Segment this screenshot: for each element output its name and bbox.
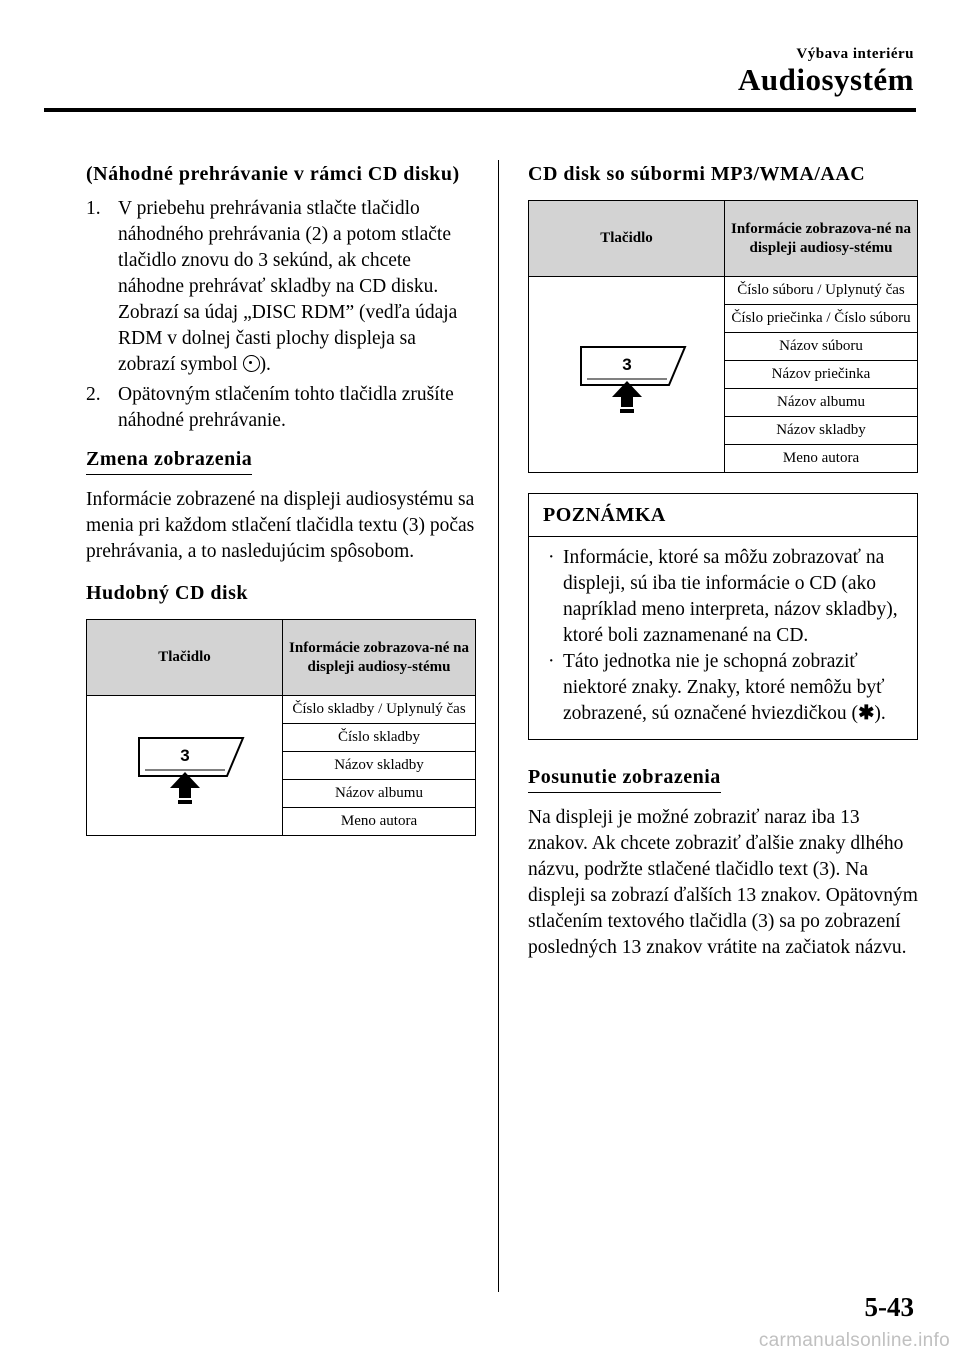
table-cell: Číslo priečinka / Číslo súboru (725, 305, 918, 333)
steps-list (86, 196, 476, 434)
page-number: 5-43 (864, 1292, 914, 1322)
note-text: Táto jednotka nie je schopná zobraziť niektoré znaky. Znaky, ktoré nemôžu byť zobrazené, sú označené hviezdičkou ( (563, 651, 885, 724)
step-text-end: ). (259, 354, 271, 375)
display-change-heading: Zmena zobrazenia (86, 446, 252, 475)
table-cell: Názov albumu (283, 780, 476, 808)
step-1 (86, 196, 476, 378)
table-cell: Číslo skladby / Uplynulý čas (283, 696, 476, 724)
text-button-illustration (567, 335, 687, 415)
display-change-text: Informácie zobrazené na displeji audiosystému sa menia pri každom stlačení tlačidla textu (3) počas prehrávania, a to nasledujúcim spôsobom. (86, 489, 475, 562)
table-cell: Meno autora (283, 808, 476, 836)
right-column (528, 160, 918, 961)
table-header-button: Tlačidlo (87, 620, 283, 696)
watermark: carmanualsonline.info (758, 1330, 950, 1351)
note-text: Informácie, ktoré sa môžu zobrazovať na displeji, sú iba tie informácie o CD (ako napríklad meno interpreta, názov skladby), ktoré boli zaznamenané na CD. (563, 547, 898, 646)
button-number-label: 3 (179, 745, 190, 765)
section-label: Výbava interiéru (796, 46, 914, 62)
table-cell: Názov skladby (283, 752, 476, 780)
asterisk-icon: ✱ (858, 703, 875, 724)
note-item-1: · Informácie, ktoré sa môžu zobrazovať na displeji, sú iba tie informácie o CD (ako napríklad meno interpreta, názov skladby), ktoré boli zaznamenané na CD. (548, 547, 898, 646)
step-2 (86, 382, 476, 434)
column-divider (498, 160, 499, 1292)
note-item-2: · Táto jednotka nie je schopná zobraziť niektoré znaky. Znaky, ktoré nemôžu byť zobrazené, sú označené hviezdičkou (✱). (548, 651, 886, 724)
scroll-text: Na displeji je možné zobraziť naraz iba 13 znakov. Ak chcete zobraziť ďalšie znaky dlhého názvu, podržte stlačené tlačidlo text (3). Na displeji sa zobrazí ďalších 13 znakov. Opätovným stlačením textového tlačidla (3) sa po zobrazení posledných 13 znakov vrátite na začiatok názvu. (528, 807, 918, 958)
mp3-table (528, 200, 918, 473)
table-header-info: Informácie zobrazova-né na displeji audiosy-stému (725, 201, 918, 277)
step-text: V priebehu prehrávania stlačte tlačidlo náhodného prehrávania (2) a potom stlačte tlačidlo znovu do 3 sekúnd, ak chcete náhodne prehrávať skladby na CD disku. Zobrazí sa údaj „DISC RDM” (vedľa údaja RDM v dolnej časti plochy displeja sa zobrazí symbol (118, 198, 458, 375)
random-play-heading: (Náhodné prehrávanie v rámci CD disku) (86, 163, 460, 185)
text-button-cell (87, 696, 283, 836)
table-cell: Meno autora (725, 445, 918, 473)
page-title: Audiosystém (737, 62, 914, 97)
header-rule (44, 108, 916, 112)
step-number: 1. (86, 198, 101, 219)
table-cell: Názov albumu (725, 389, 918, 417)
table-cell: Číslo skladby (283, 724, 476, 752)
table-header-info: Informácie zobrazova-né na displeji audiosy-stému (283, 620, 476, 696)
music-cd-heading: Hudobný CD disk (86, 582, 249, 604)
button-number-label: 3 (621, 354, 632, 374)
step-text: Opätovným stlačením tohto tlačidla zrušíte náhodné prehrávanie. (118, 384, 454, 431)
scroll-heading: Posunutie zobrazenia (528, 764, 721, 793)
table-row (87, 696, 476, 724)
mp3-heading: CD disk so súbormi MP3/WMA/AAC (528, 163, 866, 185)
table-header-button: Tlačidlo (529, 201, 725, 277)
table-cell: Názov priečinka (725, 361, 918, 389)
note-box (528, 493, 918, 740)
note-title: POZNÁMKA (529, 494, 917, 537)
disc-random-icon (243, 355, 260, 372)
text-button-illustration (125, 726, 245, 806)
note-text-end: ). (874, 703, 886, 724)
table-cell: Názov súboru (725, 333, 918, 361)
table-cell: Názov skladby (725, 417, 918, 445)
text-button-cell (529, 277, 725, 473)
left-column (86, 160, 476, 836)
table-cell: Číslo súboru / Uplynutý čas (725, 277, 918, 305)
step-number: 2. (86, 384, 101, 405)
table-row (529, 277, 918, 305)
music-cd-table (86, 619, 476, 836)
